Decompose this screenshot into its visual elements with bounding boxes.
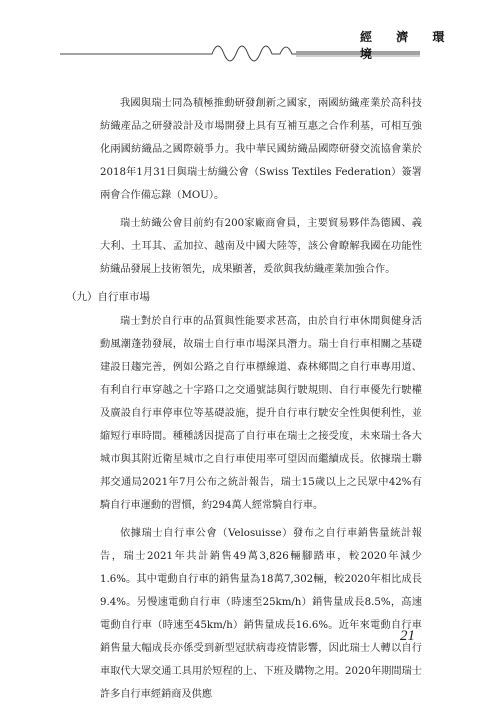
running-header: [60, 24, 455, 64]
page-number: 21: [400, 628, 415, 644]
paragraph: 瑞士紡織公會目前約有200家廠商會員，主要貿易夥伴為德國、義大利、土耳其、孟加拉、越南及中國大陸等，該公會瞭解我國在功能性紡織品發展上技術領先，成果顯著，爰欲與我紡織產業加強合作。: [100, 218, 422, 275]
paragraph: 我國與瑞士同為積極推動研發創新之國家，兩國紡織產業於高科技紡織產品之研發設計及市場開發上具有互補互惠之合作利基，可相互強化兩國紡織品之國際競爭力。我中華民國紡織品國際研發交流協會業於2018年1月31日與瑞士紡織公會（Swiss Textiles Federation）簽署兩會合作備忘錄（MOU）。: [100, 98, 422, 201]
paragraph: 瑞士對於自行車的品質與性能要求甚高，由於自行車休閒與健身活動風潮蓬勃發展，故瑞士自行車市場深具潛力。瑞士自行車相關之基礎建設日趨完善，例如公路之自行車標線道、森林鄉間之自行車專用道、有利自行車穿越之十字路口之交通號誌與行駛規則、自行車優先行駛權及廣設自行車停車位等基礎設施，提升自行車行駛安全性與便利性，並縮短行車時間。種種誘因提高了自行車在瑞士之接受度，未來瑞士各大城市與其附近衛星城市之自行車使用率可望因而繼續成長。依據瑞士聯邦交通局2021年7月公布之統計報告，瑞士15歲以上之民眾中42%有騎自行車運動的習慣，約294萬人經常騎自行車。: [100, 316, 422, 511]
header-title: 經 濟 環 境: [360, 30, 455, 61]
section-heading: （九）自行車市場: [66, 291, 150, 303]
document-body: [66, 92, 422, 711]
paragraph: 依據瑞士自行車公會（Velosuisse）發布之自行車銷售量統計報告，瑞士2021年共計銷售49萬3,826輛腳踏車，較2020年減少1.6%。其中電動自行車的銷售量為18萬7,302輛，較2020年相比成長9.4%。另慢速電動自行車（時速至25km/h）銷售量成長8.5%，高速電動自行車（時速至45km/h）銷售量成長16.6%。近年來電動自行車銷售量大幅成長亦係受到新型冠狀病毒疫情影響，因此瑞士人轉以自行車取代大眾交通工具用於短程的上、下班及購物之用。2020年期間瑞士許多自行車經銷商及供應: [100, 528, 422, 700]
